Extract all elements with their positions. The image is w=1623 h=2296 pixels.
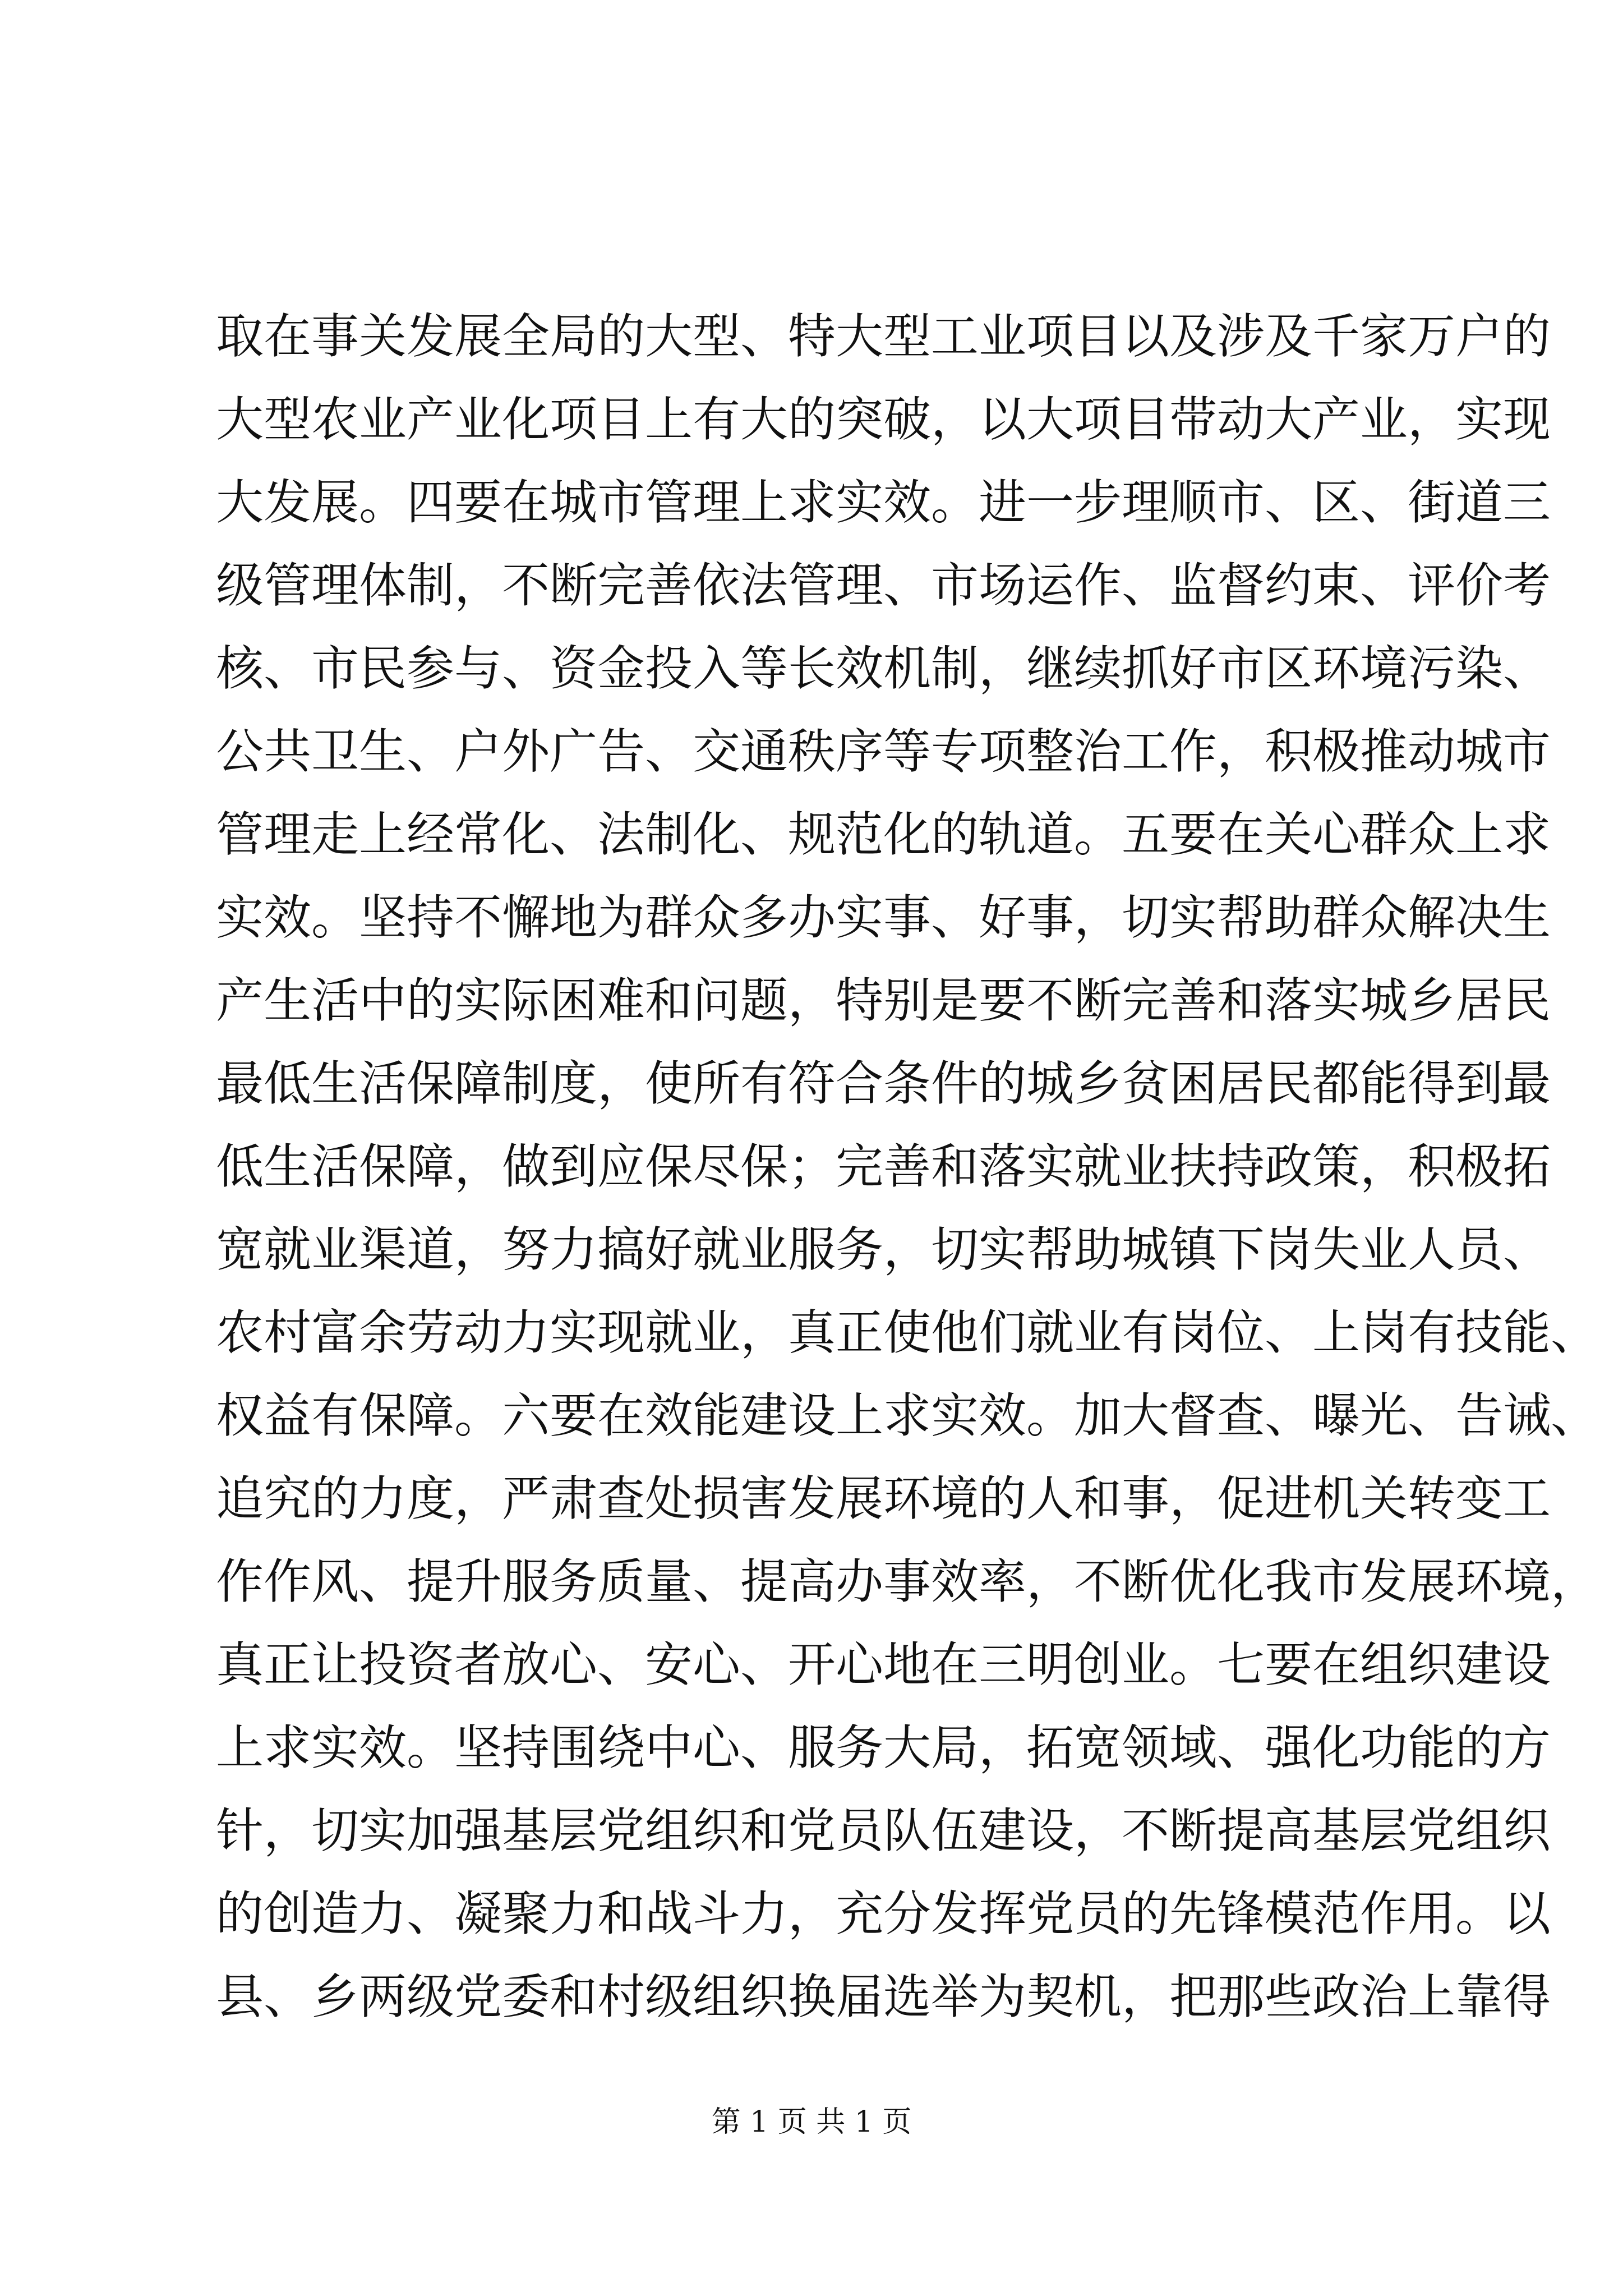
text-line: 针，切实加强基层党组织和党员队伍建设，不断提高基层党组织 xyxy=(216,1803,1551,1859)
text-line: 追究的力度，严肃查处损害发展环境的人和事，促进机关转变工 xyxy=(216,1471,1551,1527)
text-line: 真正让投资者放心、安心、开心地在三明创业。七要在组织建设 xyxy=(216,1637,1551,1693)
text-line: 宽就业渠道，努力搞好就业服务，切实帮助城镇下岗失业人员、 xyxy=(216,1222,1551,1278)
text-line: 大型农业产业化项目上有大的突破，以大项目带动大产业，实现 xyxy=(216,392,1551,448)
text-line: 作作风、提升服务质量、提高办事效率，不断优化我市发展环境， xyxy=(216,1554,1599,1610)
text-line: 最低生活保障制度，使所有符合条件的城乡贫困居民都能得到最 xyxy=(216,1056,1551,1112)
text-line: 实效。坚持不懈地为群众多办实事、好事，切实帮助群众解决生 xyxy=(216,890,1551,946)
text-line: 农村富余劳动力实现就业，真正使他们就业有岗位、上岗有技能、 xyxy=(216,1305,1599,1361)
text-line: 权益有保障。六要在效能建设上求实效。加大督查、曝光、告诫、 xyxy=(216,1388,1599,1444)
text-line: 公共卫生、户外广告、交通秩序等专项整治工作，积极推动城市 xyxy=(216,724,1551,780)
text-line: 上求实效。坚持围绕中心、服务大局，拓宽领域、强化功能的方 xyxy=(216,1720,1551,1776)
text-line: 县、乡两级党委和村级组织换届选举为契机，把那些政治上靠得 xyxy=(216,1970,1551,2025)
text-line: 核、市民参与、资金投入等长效机制，继续抓好市区环境污染、 xyxy=(216,641,1551,697)
body-text xyxy=(216,296,1599,2039)
text-line: 低生活保障，做到应保尽保；完善和落实就业扶持政策，积极拓 xyxy=(216,1139,1551,1195)
page-footer: 第 1 页 共 1 页 xyxy=(711,2105,912,2139)
text-line: 的创造力、凝聚力和战斗力，充分发挥党员的先锋模范作用。以 xyxy=(216,1887,1551,1942)
text-line: 大发展。四要在城市管理上求实效。进一步理顺市、区、街道三 xyxy=(216,475,1551,531)
text-line: 级管理体制，不断完善依法管理、市场运作、监督约束、评价考 xyxy=(216,558,1551,614)
text-line: 取在事关发展全局的大型、特大型工业项目以及涉及千家万户的 xyxy=(216,309,1551,365)
text-line: 管理走上经常化、法制化、规范化的轨道。五要在关心群众上求 xyxy=(216,807,1551,863)
text-line: 产生活中的实际困难和问题，特别是要不断完善和落实城乡居民 xyxy=(216,973,1551,1029)
